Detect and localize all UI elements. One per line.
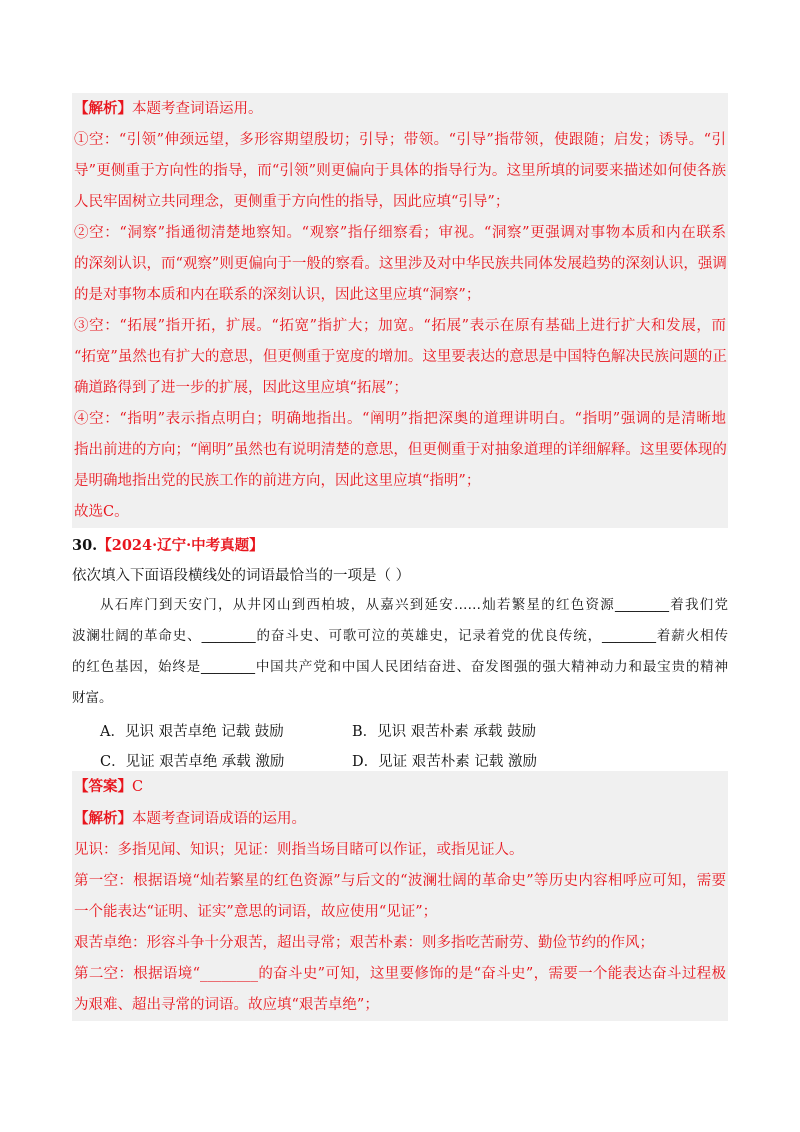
analysis-line: ②空：“洞察”指通彻清楚地察知。“观察”指仔细察看；审视。“洞察”更强调对事物本质和内在联系 xyxy=(74,225,726,241)
analysis-line: 一个能表达“证明、证实”意思的词语，故应使用“见证”； xyxy=(74,904,438,920)
analysis-intro: 本题考查词语运用。 xyxy=(132,101,263,117)
option-a: A．见识 艰苦卓绝 记载 鼓励 xyxy=(100,724,284,740)
option-c: C．见证 艰苦卓绝 承载 激励 xyxy=(100,754,285,770)
analysis-line: 导”更侧重于方向性的指导，而“引领”则更偏向于具体的指导行为。这里所填的词要来描述如何使各族 xyxy=(74,163,726,179)
analysis-tag: 【解析】 xyxy=(74,810,132,827)
analysis-line: ①空：“引领”伸颈远望，多形容期望殷切；引导；带领。“引导”指带领，使跟随；启发；诱导。“引 xyxy=(74,132,726,148)
answer-tag: 【答案】 xyxy=(74,778,132,795)
option-d: D．见证 艰苦朴素 记载 激励 xyxy=(352,754,537,770)
analysis-block-previous xyxy=(72,93,728,528)
analysis-line: 确道路得到了进一步的扩展，因此这里应填“拓展”； xyxy=(74,380,408,396)
question-source: 【2024·辽宁·中考真题】 xyxy=(97,537,264,554)
answer-line xyxy=(72,771,728,803)
analysis-heading xyxy=(72,93,728,125)
analysis-line: 艰苦卓绝：形容斗争十分艰苦，超出寻常；艰苦朴素：则多指吃苦耐劳、勤俭节约的作风； xyxy=(74,935,654,951)
answer-value: C xyxy=(132,779,144,795)
analysis-tag: 【解析】 xyxy=(74,100,132,117)
analysis-line: 是明确地指出党的民族工作的前进方向，因此这里应填“指明”； xyxy=(74,473,481,489)
reading-passage xyxy=(72,590,728,714)
analysis-line: ④空：“指明”表示指点明白；明确地指出。“阐明”指把深奥的道理讲明白。“指明”强调的是清晰地 xyxy=(74,411,726,427)
passage-line: 从石库门到天安门，从井冈山到西柏坡，从嘉兴到延安……灿若繁星的红色资源________着我们党 xyxy=(100,597,728,613)
analysis-line: “拓宽”虽然也有扩大的意思，但更侧重于宽度的增加。这里要表达的意思是中国特色解决民族问题的正 xyxy=(74,349,727,365)
analysis-line: ③空：“拓展”指开拓，扩展。“拓宽”指扩大；加宽。“拓展”表示在原有基础上进行扩大和发展，而 xyxy=(74,318,726,334)
question-number: 30. xyxy=(72,537,98,554)
passage-line: 波澜壮阔的革命史、________的奋斗史、可歌可泣的英雄史，记录着党的优良传统，________着薪火相传 xyxy=(72,628,728,644)
analysis-heading xyxy=(72,803,728,835)
analysis-line: 第一空：根据语境“灿若繁星的红色资源”与后文的“波澜壮阔的革命史”等历史内容相呼应可知，需要 xyxy=(74,873,726,889)
analysis-line: 的是对事物本质和内在联系的深刻认识，因此这里应填“洞察”； xyxy=(74,287,481,303)
passage-line: 的红色基因，始终是________中国共产党和中国人民团结奋进、奋发图强的强大精神动力和最宝贵的精神 xyxy=(72,659,728,675)
question-stem: 依次填入下面语段横线处的词语最恰当的一项是（ ） xyxy=(72,568,411,584)
analysis-line: 人民牢固树立共同理念，更侧重于方向性的指导，因此应填“引导”； xyxy=(74,194,510,210)
analysis-line: 的深刻认识，而“观察”则更偏向于一般的察看。这里涉及对中华民族共同体发展趋势的深刻认识，强调 xyxy=(74,256,727,272)
answer-block xyxy=(72,771,728,1021)
analysis-line: 第二空：根据语境“________的奋斗史”可知，这里要修饰的是“奋斗史”，需要一个能表达奋斗过程极 xyxy=(74,966,726,982)
analysis-line: 为艰难、超出寻常的词语。故应填“艰苦卓绝”； xyxy=(74,997,379,1013)
analysis-intro: 本题考查词语成语的运用。 xyxy=(132,811,306,827)
question-header xyxy=(72,534,728,555)
analysis-line: 指出前进的方向；“阐明”虽然也有说明清楚的意思，但更侧重于对抽象道理的详细解释。这里要体现的 xyxy=(74,442,727,458)
analysis-conclusion: 故选C。 xyxy=(74,504,129,520)
passage-line: 财富。 xyxy=(72,690,113,706)
option-b: B．见识 艰苦朴素 承载 鼓励 xyxy=(352,724,536,740)
analysis-line: 见识：多指见闻、知识；见证：则指当场目睹可以作证，或指见证人。 xyxy=(74,842,524,858)
